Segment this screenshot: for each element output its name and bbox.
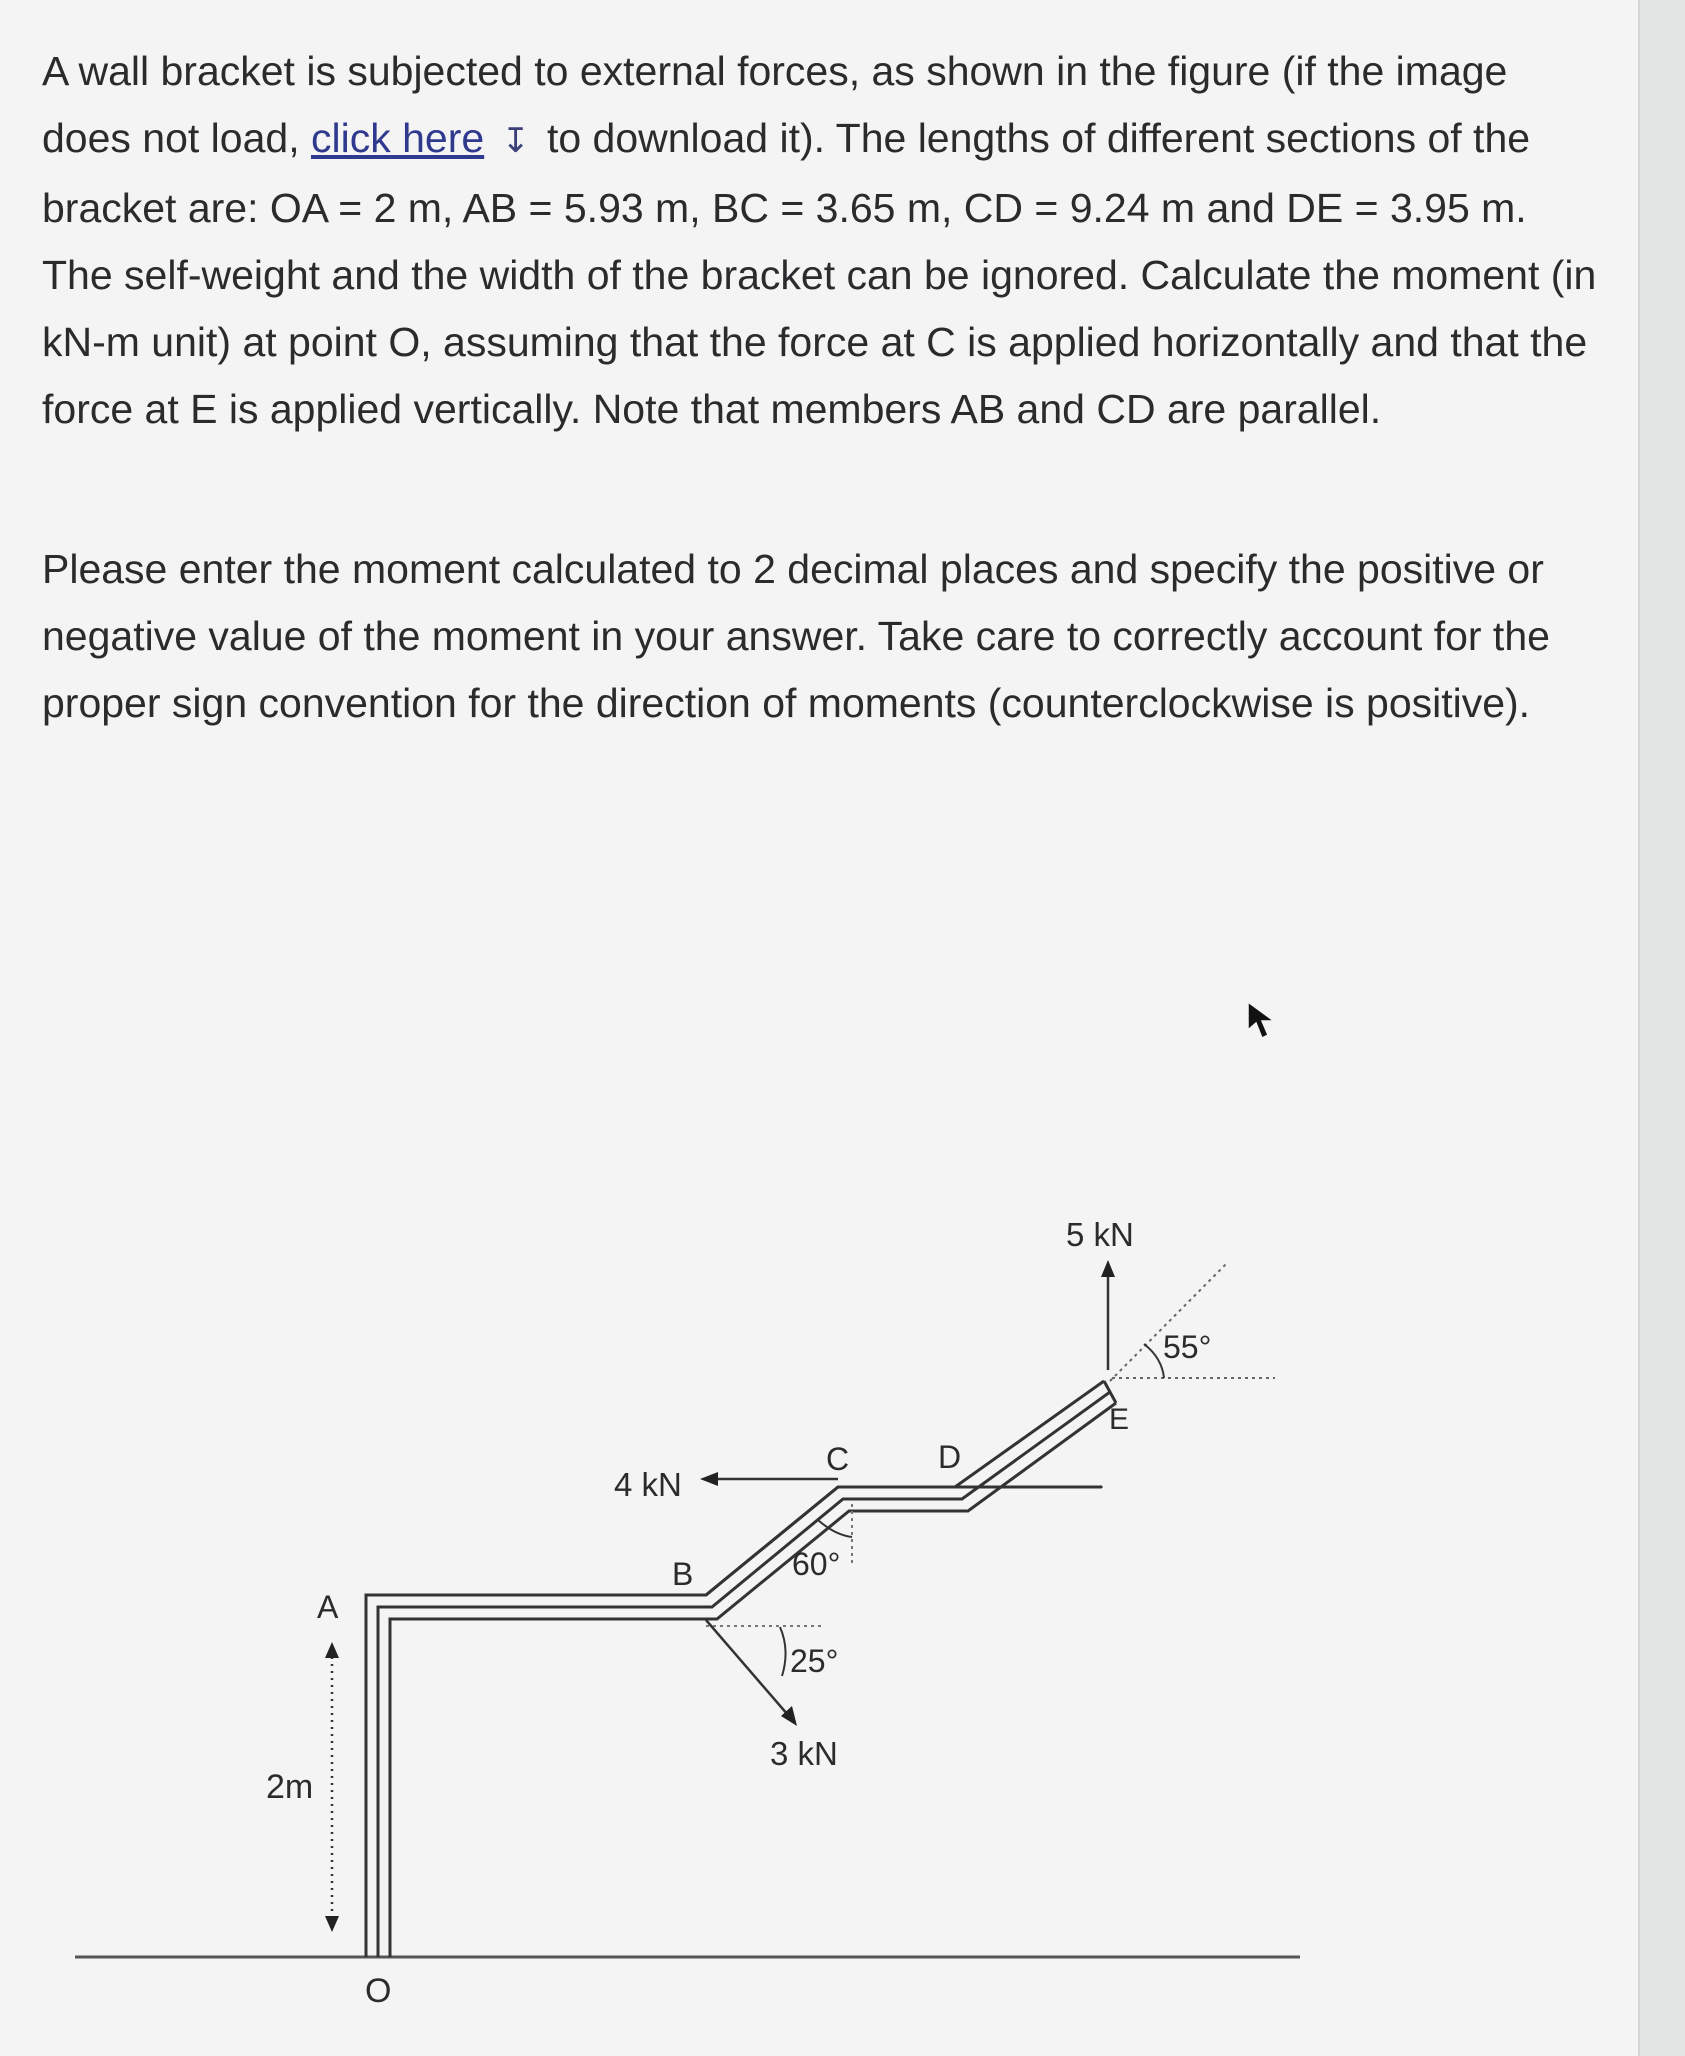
angle-e-label: 55°: [1163, 1329, 1212, 1365]
answer-instructions: Please enter the moment calculated to 2 decimal places and specify the positive or negative value of the moment in your answer. Take care to correctly account for the proper sign convention for the direction of moments (counterclockwise is positive).: [42, 546, 1550, 726]
angle-b-arc: [780, 1627, 786, 1676]
mouse-pointer-icon: [1246, 1000, 1282, 1044]
problem-statement: A wall bracket is subjected to external forces, as shown in the figure (if the image does not load, click here ↧ to download it). The lengths of different sections of the bracket are: OA = 2 m, AB = 5.93 m, BC = 3.65 m, CD = 9.24 m and DE = 3.95 m. The self-weight and the width of the bracket can be ignored. Calculate the moment (in kN-m unit) at point O, assuming that the force at C is applied horizontally and that the force at E is applied vertically. Note that members AB and CD are parallel.: [42, 48, 1597, 432]
force-c-arrow: [700, 1472, 838, 1486]
point-c-label: C: [826, 1441, 850, 1477]
point-d-label: D: [938, 1439, 962, 1475]
force-c-label: 4 kN: [614, 1466, 682, 1503]
scrollbar-track[interactable]: [1638, 0, 1685, 2056]
point-o-label: O: [365, 1972, 392, 2010]
download-icon[interactable]: ↧: [501, 122, 530, 160]
dimension-oa: [325, 1642, 339, 1932]
point-e-label: E: [1109, 1403, 1130, 1436]
point-b-label: B: [672, 1556, 694, 1592]
point-a-label: A: [317, 1589, 339, 1625]
dimension-oa-label: 2m: [266, 1768, 314, 1806]
force-e-label: 5 kN: [1066, 1216, 1134, 1253]
angle-c-label: 60°: [792, 1546, 841, 1582]
angle-e-arc: [1144, 1344, 1164, 1378]
force-b-label: 3 kN: [770, 1735, 838, 1772]
force-e-arrow: [1101, 1260, 1115, 1370]
download-figure-link[interactable]: click here: [310, 115, 485, 161]
bracket-member: [366, 1381, 1116, 1957]
angle-b-label: 25°: [790, 1643, 839, 1679]
